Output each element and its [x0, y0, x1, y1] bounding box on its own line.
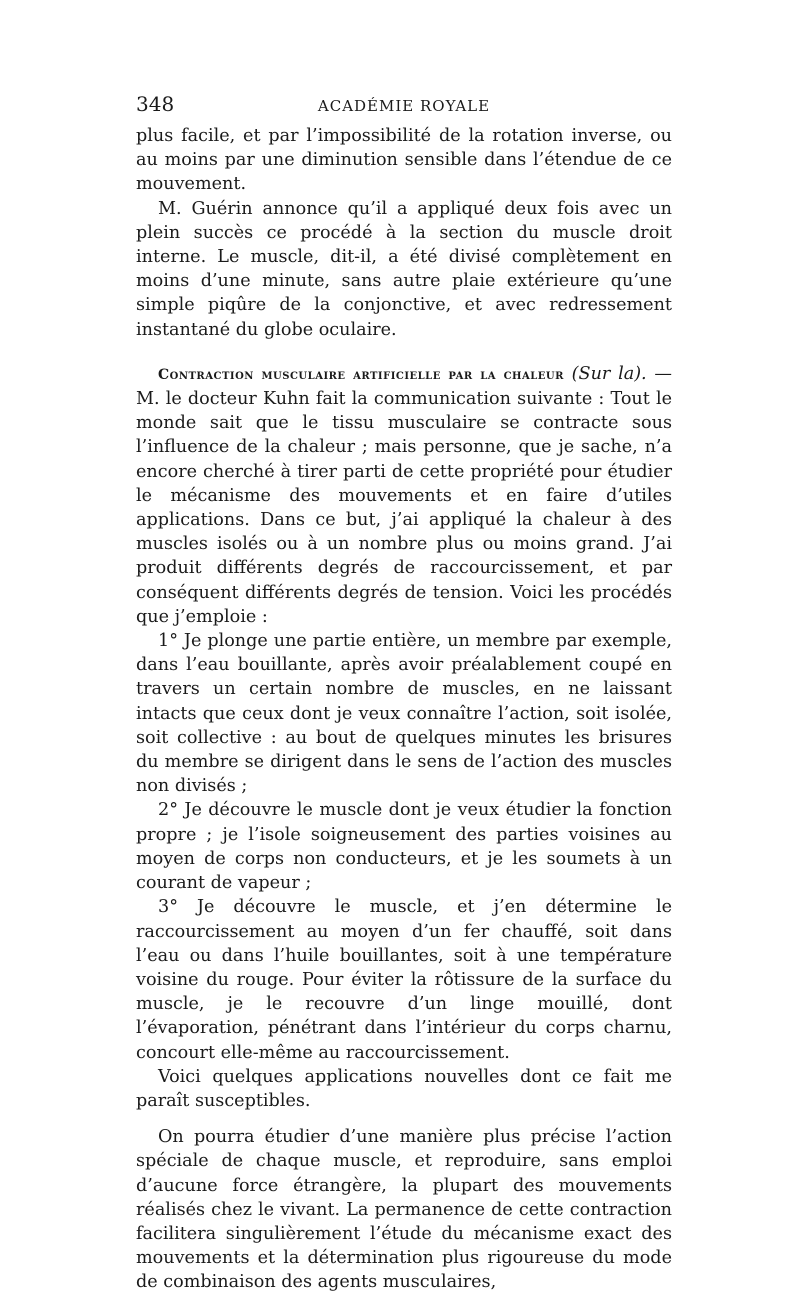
body-text: [136, 124, 672, 1295]
procedure-item-2: 2° Je découvre le muscle dont je veux étudier la fonction propre ; je l’isole soigneusement des parties voisines au moyen de corps non conducteurs, et je les soumets à un courant de vapeur ;: [136, 800, 672, 894]
book-page: [136, 92, 672, 1295]
section-paragraph-intro: [136, 362, 672, 629]
running-header: [136, 92, 672, 118]
applications-intro: Voici quelques applications nouvelles dont ce fait me paraît susceptibles.: [136, 1066, 672, 1111]
section-heading: Contraction musculaire artificielle par la chaleur: [158, 366, 564, 383]
procedure-item-3: 3° Je découvre le muscle, et j’en détermine le raccourcissement au moyen d’un fer chauffé, soit dans l’eau ou dans l’huile bouillantes, soit à une température voisine du rouge. Pour éviter la rôtissure de la surface du muscle, je le recouvre d’un linge mouillé, dont l’évaporation, pénétrant dans l’intérieur du corps charnu, concourt elle-même au raccourcissement.: [136, 897, 672, 1063]
closing-paragraph: On pourra étudier d’une manière plus précise l’action spéciale de chaque muscle, et reproduire, sans emploi d’aucune force étrangère, la plupart des mouvements réalisés chez le vivant. La permanence de cette contraction facilitera singulièrement l’étude du mécanisme exact des mouvements et la détermination plus rigoureuse du mode de combinaison des agents musculaires,: [136, 1127, 672, 1293]
section-heading-note: (Sur la).: [571, 363, 647, 384]
page-number: 348: [136, 92, 175, 116]
paragraph-guerin: M. Guérin annonce qu’il a appliqué deux fois avec un plein succès ce procédé à la section du muscle droit interne. Le muscle, dit-il, a été divisé complètement en moins d’une minute, sans autre plaie extérieure qu’une simple piqûre de la conjonctive, et avec redressement instantané du globe oculaire.: [136, 198, 672, 340]
running-title: ACADÉMIE ROYALE: [317, 97, 491, 115]
procedure-item-1: 1° Je plonge une partie entière, un membre par exemple, dans l’eau bouillante, après avoir préalablement coupé en travers un certain nombre de muscles, en ne laissant intacts que ceux dont je veux connaître l’action, soit isolée, soit collective : au bout de quelques minutes les brisures du membre se dirigent dans le sens de l’action des muscles non divisés ;: [136, 631, 672, 797]
paragraph-continuation: plus facile, et par l’impossibilité de la rotation inverse, ou au moins par une diminution sensible dans l’étendue de ce mouvement.: [136, 126, 672, 195]
section-intro-text: — M. le docteur Kuhn fait la communication suivante : Tout le monde sait que le tissu musculaire se contracte sous l’influence de la chaleur ; mais personne, que je sache, n’a encore cherché à tirer parti de cette propriété pour étudier le mécanisme des mouvements et en faire d’utiles applications. Dans ce but, j’ai appliqué la chaleur à des muscles isolés ou à un nombre plus ou moins grand. J’ai produit différents degrés de raccourcissement, et par conséquent différents degrés de tension. Voici les procédés que j’emploie :: [136, 363, 672, 627]
